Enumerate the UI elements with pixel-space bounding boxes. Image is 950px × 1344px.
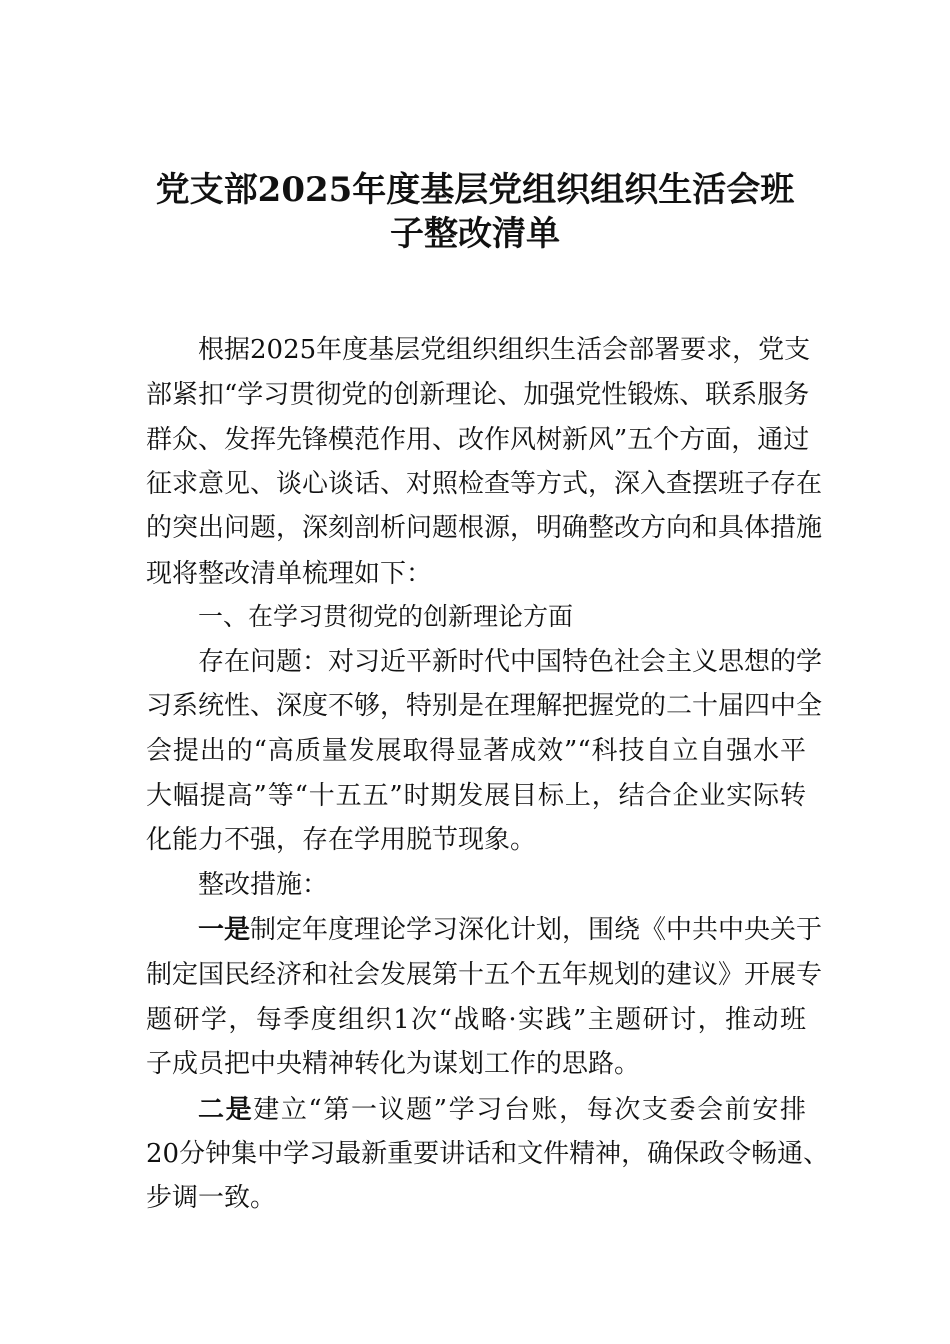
document-title-line-1: 党支部2025年度基层党组织组织生活会班 [155, 170, 795, 210]
text-line: 现将整改清单梳理如下： [146, 559, 433, 589]
text-line: 群众、发挥先锋模范作用、改作风树新风”五个方面，通过 [146, 425, 810, 455]
text-line: 题研学，每季度组织1次“战略·实践”主题研讨，推动班 [146, 1005, 806, 1035]
text-span: 建立“第一议题”学习台账，每次支委会前安排 [253, 1095, 806, 1125]
text-line: 习系统性、深度不够，特别是在理解把握党的二十届四中全 [146, 691, 823, 721]
text-line: 大幅提高”等“十五五”时期发展目标上，结合企业实际转 [146, 781, 806, 811]
text-line: 征求意见、谈心谈话、对照检查等方式，深入查摆班子存在 [146, 469, 823, 499]
text-line: 存在问题：对习近平新时代中国特色社会主义思想的学 [198, 647, 823, 677]
measures-label: 整改措施： [198, 870, 329, 900]
text-line: 步调一致。 [146, 1183, 277, 1213]
text-line: 化能力不强，存在学用脱节现象。 [146, 825, 537, 855]
text-line: 部紧扣“学习贯彻党的创新理论、加强党性锻炼、联系服务 [146, 380, 810, 410]
text-line: 会提出的“高质量发展取得显著成效”“科技自立自强水平 [146, 736, 806, 766]
section-heading: 一、在学习贯彻党的创新理论方面 [198, 602, 574, 631]
measure-lead: 一是 [198, 915, 251, 945]
text-line: 20分钟集中学习最新重要讲话和文件精神，确保政令畅通、 [146, 1139, 830, 1169]
text-span: 制定年度理论学习深化计划，围绕《中共中央关于 [250, 915, 823, 945]
text-line: 子成员把中央精神转化为谋划工作的思路。 [146, 1049, 641, 1079]
document-title-line-2: 子整改清单 [390, 214, 560, 254]
text-line [198, 1093, 806, 1127]
text-line: 的突出问题，深刻剖析问题根源，明确整改方向和具体措施 [146, 513, 823, 543]
text-line: 根据2025年度基层党组织组织生活会部署要求，党支 [198, 335, 811, 365]
text-line: 制定国民经济和社会发展第十五个五年规划的建议》开展专 [146, 960, 823, 990]
measure-lead: 二是 [198, 1095, 254, 1125]
text-line [198, 913, 823, 947]
